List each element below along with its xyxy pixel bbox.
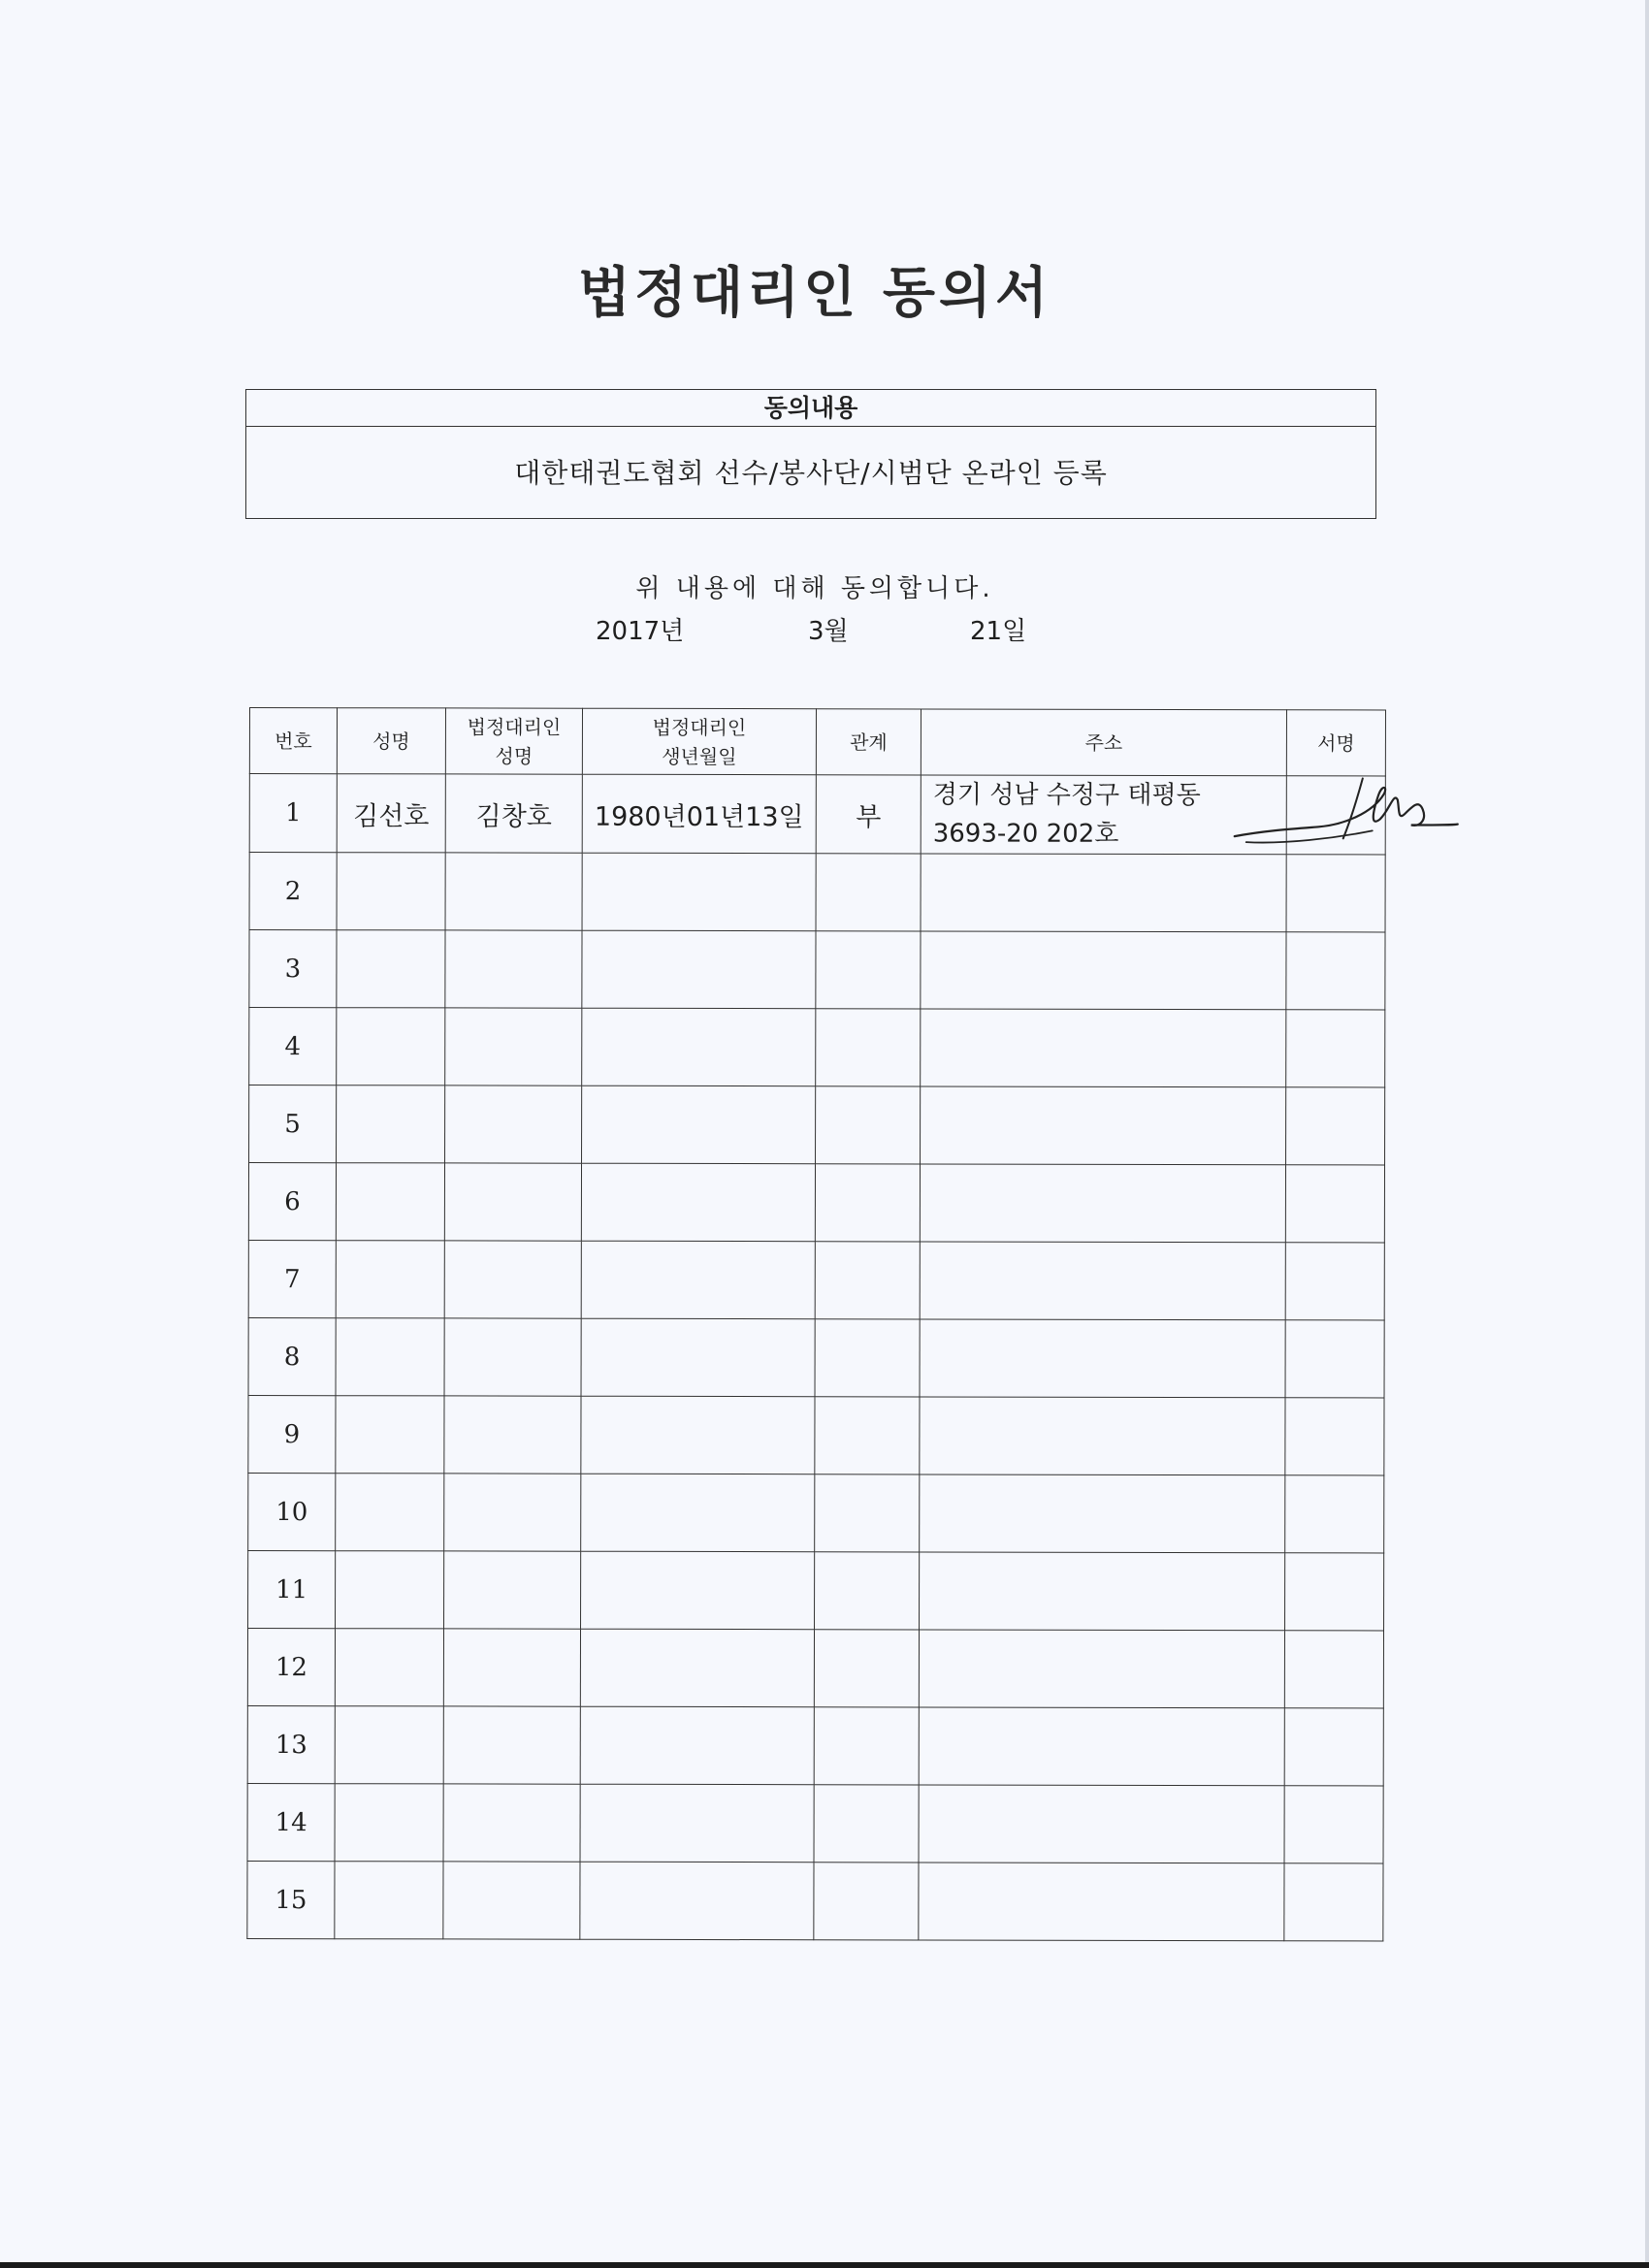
row-number: 7 xyxy=(248,1240,336,1317)
row-address xyxy=(920,1319,1285,1398)
row-number: 9 xyxy=(248,1395,336,1473)
table-row xyxy=(248,1473,1384,1552)
page-title: 법정대리인 동의서 xyxy=(577,262,1052,325)
header-guardian-name xyxy=(445,708,582,774)
row-signature xyxy=(1285,1553,1384,1631)
row-guardian-birth xyxy=(582,930,816,1009)
row-relation xyxy=(814,1785,919,1863)
row-number: 10 xyxy=(248,1473,336,1550)
agreement-statement: 위 내용에 대해 동의합니다. xyxy=(635,574,994,603)
row-guardian-birth xyxy=(581,1474,815,1552)
row-number: 4 xyxy=(249,1008,337,1085)
row-signature xyxy=(1286,776,1385,855)
row-guardian-birth xyxy=(581,1396,815,1474)
row-address xyxy=(919,1630,1284,1708)
row-guardian-birth xyxy=(582,1085,816,1164)
row-guardian-name xyxy=(444,1396,581,1474)
table-row xyxy=(247,1628,1383,1707)
row-relation xyxy=(815,1474,920,1552)
row-name xyxy=(336,1318,444,1396)
date-day: 21일 xyxy=(970,617,1027,646)
row-guardian-birth xyxy=(581,1163,815,1242)
row-guardian-name xyxy=(444,1318,581,1396)
table-row xyxy=(247,1705,1383,1785)
header-guardian-birth-line2: 생년월일 xyxy=(662,744,737,768)
header-guardian-name-line1: 법정대리인 xyxy=(467,714,562,739)
table-row xyxy=(248,1550,1384,1630)
row-signature xyxy=(1285,1398,1384,1475)
row-name xyxy=(335,1706,443,1784)
row-address xyxy=(919,1863,1284,1941)
guardian-table xyxy=(246,707,1386,1941)
table-row xyxy=(249,930,1385,1010)
row-relation xyxy=(815,1164,920,1242)
row-guardian-name xyxy=(444,1474,581,1551)
row-guardian-name xyxy=(444,1163,581,1241)
row-guardian-name xyxy=(445,1085,582,1163)
row-relation xyxy=(815,1552,920,1630)
row-relation xyxy=(815,1319,920,1397)
consent-content: 대한태권도협회 선수/봉사단/시범단 온라인 등록 xyxy=(514,457,1108,489)
row-address xyxy=(920,1552,1285,1631)
row-address-line2: 3693-20 202호 xyxy=(932,819,1119,849)
row-name xyxy=(335,1862,443,1939)
row-address-line1: 경기 성남 수정구 태평동 xyxy=(932,780,1201,811)
row-relation xyxy=(816,1086,921,1164)
table-row xyxy=(248,1395,1384,1474)
row-address xyxy=(919,1707,1284,1786)
row-guardian-birth xyxy=(580,1706,814,1785)
row-address xyxy=(921,1086,1286,1165)
row-guardian-name xyxy=(443,1784,580,1862)
row-signature xyxy=(1284,1708,1383,1786)
row-signature xyxy=(1285,1165,1384,1243)
date-month: 3월 xyxy=(808,617,849,646)
row-address xyxy=(919,1785,1284,1863)
row-address xyxy=(920,1397,1285,1475)
table-row xyxy=(249,853,1385,932)
row-relation xyxy=(814,1863,919,1940)
row-address xyxy=(920,1242,1285,1320)
row-name xyxy=(336,1551,444,1629)
row-signature xyxy=(1286,932,1385,1010)
row-guardian-name xyxy=(445,853,582,930)
row-name: 김선호 xyxy=(337,774,445,853)
handwritten-signature xyxy=(1227,770,1460,859)
row-number: 12 xyxy=(247,1628,335,1705)
row-address xyxy=(920,1474,1285,1553)
header-guardian-birth xyxy=(582,708,816,775)
row-number: 6 xyxy=(248,1163,336,1241)
row-signature xyxy=(1285,1243,1384,1320)
row-name xyxy=(337,853,445,930)
row-guardian-name xyxy=(445,930,582,1008)
row-guardian-birth xyxy=(580,1784,814,1863)
row-guardian-name: 김창호 xyxy=(445,774,582,853)
row-relation xyxy=(815,1397,920,1474)
table-row xyxy=(249,1008,1385,1087)
row-number: 3 xyxy=(249,930,337,1008)
header-signature: 서명 xyxy=(1286,710,1385,776)
row-address xyxy=(921,931,1286,1010)
row-address xyxy=(920,1164,1285,1243)
table-row xyxy=(247,1861,1383,1940)
header-address: 주소 xyxy=(921,709,1286,776)
row-guardian-birth xyxy=(580,1862,814,1940)
row-name xyxy=(335,1629,443,1706)
row-guardian-name xyxy=(443,1862,580,1939)
row-number: 11 xyxy=(248,1550,336,1628)
table-row xyxy=(247,1783,1383,1863)
row-name xyxy=(336,1241,444,1318)
row-signature xyxy=(1284,1863,1383,1941)
row-guardian-birth xyxy=(581,1551,815,1630)
row-signature xyxy=(1286,1010,1385,1087)
row-address xyxy=(921,854,1286,932)
scan-edge xyxy=(1645,0,1649,2268)
row-number: 5 xyxy=(249,1085,337,1163)
row-guardian-birth xyxy=(580,1629,814,1707)
row-name xyxy=(336,1163,444,1241)
guardian-table-wrapper xyxy=(246,707,1385,1941)
table-row xyxy=(248,1317,1384,1397)
row-guardian-birth: 1980년01년13일 xyxy=(582,774,816,854)
row-relation xyxy=(816,1009,921,1086)
row-guardian-name xyxy=(444,1551,581,1629)
table-row xyxy=(249,774,1385,855)
table-row xyxy=(249,1085,1385,1165)
row-relation xyxy=(816,854,921,931)
scan-bottom-edge xyxy=(0,2262,1649,2268)
row-signature xyxy=(1284,1786,1383,1863)
row-number: 13 xyxy=(247,1705,335,1783)
row-signature xyxy=(1285,1475,1384,1553)
row-number: 1 xyxy=(249,774,337,853)
row-signature xyxy=(1284,1631,1383,1708)
header-no: 번호 xyxy=(249,708,337,774)
row-relation xyxy=(814,1630,919,1707)
header-name: 성명 xyxy=(337,708,445,774)
row-name xyxy=(337,930,445,1008)
row-guardian-birth xyxy=(582,853,816,931)
table-row xyxy=(248,1163,1384,1243)
row-name xyxy=(336,1396,444,1474)
row-relation xyxy=(814,1707,919,1785)
row-name xyxy=(336,1474,444,1551)
row-guardian-name xyxy=(445,1008,582,1085)
row-guardian-birth xyxy=(582,1008,816,1086)
row-relation xyxy=(815,1242,920,1319)
row-name xyxy=(337,1085,445,1163)
row-signature xyxy=(1286,1087,1385,1165)
row-name xyxy=(335,1784,443,1862)
consent-heading: 동의내용 xyxy=(246,390,1375,427)
consent-box xyxy=(245,389,1376,519)
row-name xyxy=(337,1008,445,1085)
row-signature xyxy=(1286,855,1385,932)
row-signature xyxy=(1285,1320,1384,1398)
row-guardian-name xyxy=(444,1241,581,1318)
row-number: 14 xyxy=(247,1783,335,1861)
header-relation: 관계 xyxy=(816,709,921,775)
row-number: 2 xyxy=(249,853,337,930)
table-row xyxy=(248,1240,1384,1319)
row-number: 15 xyxy=(247,1861,335,1938)
row-relation: 부 xyxy=(816,775,921,854)
row-guardian-name xyxy=(443,1629,580,1706)
header-guardian-name-line2: 성명 xyxy=(495,744,534,768)
row-guardian-birth xyxy=(581,1241,815,1319)
row-address xyxy=(921,1009,1286,1087)
header-guardian-birth-line1: 법정대리인 xyxy=(652,715,747,739)
row-guardian-birth xyxy=(581,1318,815,1397)
row-guardian-name xyxy=(443,1706,580,1784)
row-number: 8 xyxy=(248,1317,336,1395)
date-year: 2017년 xyxy=(596,617,685,646)
table-header-row xyxy=(249,708,1385,776)
row-relation xyxy=(816,931,921,1009)
